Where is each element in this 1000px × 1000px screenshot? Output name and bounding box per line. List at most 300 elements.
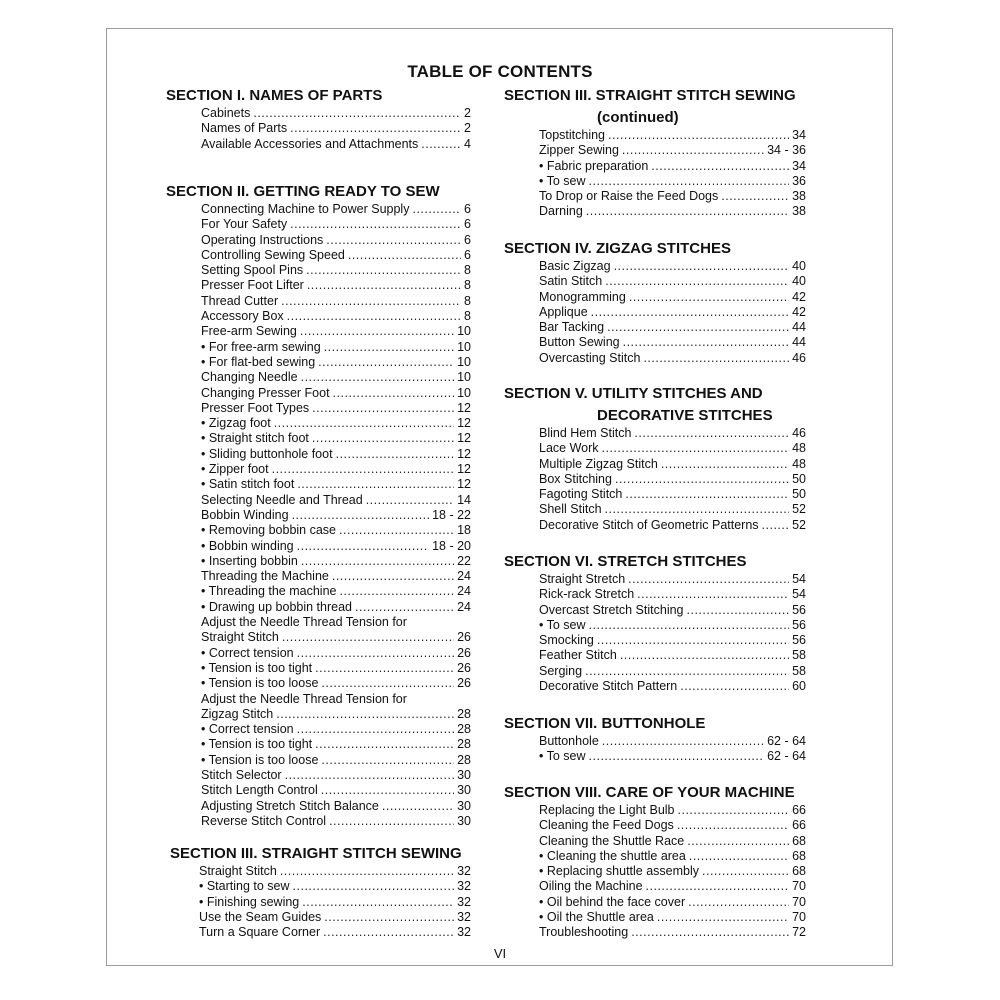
- toc-entry-turn-a-square-corner: [199, 925, 471, 940]
- dot-leader: [680, 679, 789, 694]
- dot-leader: [597, 633, 789, 648]
- dot-leader: [661, 457, 789, 472]
- toc-entry-page: 10: [457, 324, 471, 339]
- toc-entry-cleaning-the-shuttle-race: [539, 834, 806, 849]
- toc-entry-label: For Your Safety: [201, 217, 288, 232]
- toc-entry-label: Names of Parts: [201, 121, 288, 136]
- toc-entry-satin-stitch-foot: [201, 477, 471, 492]
- dot-leader: [348, 248, 461, 263]
- toc-entry-page: 54: [792, 572, 806, 586]
- dot-leader: [687, 603, 790, 618]
- dot-leader: [285, 768, 455, 783]
- toc-entry-label: • Oil the Shuttle area: [539, 910, 654, 925]
- dot-leader: [301, 554, 454, 569]
- dot-leader: [280, 864, 454, 879]
- toc-entry-accessory-box: [201, 309, 471, 324]
- dot-leader: [287, 309, 461, 324]
- toc-entry-darning: [539, 204, 806, 219]
- toc-entry-label: Feather Stitch: [539, 648, 617, 663]
- section-heading: [504, 384, 806, 426]
- toc-entry-starting-to-sew: [199, 879, 471, 894]
- toc-entry-label: • Finishing sewing: [199, 894, 300, 909]
- toc-entry-label: • Starting to sew: [199, 879, 290, 894]
- toc-entry-label: • Tension is too loose: [201, 676, 319, 691]
- toc-entry-label: • To sew: [539, 173, 586, 188]
- toc-entry-label: Turn a Square Corner: [199, 925, 321, 940]
- dot-leader: [355, 600, 454, 615]
- dot-leader: [274, 416, 454, 431]
- toc-entry-replacing-shuttle-assembly: [539, 864, 806, 879]
- section-heading-text: SECTION IV. ZIGZAG STITCHES: [504, 240, 731, 257]
- dot-leader: [272, 462, 454, 477]
- toc-entry-page: 48: [792, 441, 806, 456]
- section-heading-line2: DECORATIVE STITCHES: [597, 407, 773, 424]
- toc-entry-fabric-preparation: [539, 159, 806, 174]
- section-heading-text: SECTION II. GETTING READY TO SEW: [166, 183, 440, 200]
- toc-entry-page: 60: [792, 679, 806, 694]
- toc-entry-page: 28: [457, 737, 471, 752]
- dot-leader: [329, 814, 454, 829]
- toc-entry-tension-is-too-tight: [201, 661, 471, 676]
- toc-entry-changing-presser-foot: [201, 386, 471, 401]
- toc-entry-label: Buttonhole: [539, 734, 599, 748]
- toc-entry-page: 40: [792, 274, 806, 289]
- dot-leader: [290, 217, 461, 232]
- toc-entry-page: 42: [792, 289, 806, 304]
- section-heading: [166, 844, 471, 864]
- page-title: TABLE OF CONTENTS: [407, 62, 593, 81]
- toc-entry-label: • Zigzag foot: [201, 416, 271, 431]
- toc-entry-page: 22: [457, 553, 471, 568]
- toc-entry-label: Setting Spool Pins: [201, 263, 304, 278]
- toc-entry-label: • For free-arm sewing: [201, 339, 321, 354]
- toc-entry-page: 12: [457, 400, 471, 415]
- toc-entry-label: Applique: [539, 304, 588, 319]
- toc-entry-label: Decorative Stitch of Geometric Patterns: [539, 517, 759, 532]
- toc-entry-label: Reverse Stitch Control: [201, 813, 327, 828]
- toc-entry-tension-is-too-tight: [201, 737, 471, 752]
- toc-entry-label: Controlling Sewing Speed: [201, 247, 345, 262]
- dot-leader: [366, 493, 454, 508]
- toc-entry-page: 34 - 36: [767, 143, 806, 158]
- toc-entry-page: 12: [457, 446, 471, 461]
- page-number: VI: [493, 946, 507, 961]
- toc-entry-topstitching: [539, 128, 806, 143]
- dot-leader: [321, 676, 454, 691]
- toc-entry-fagoting-stitch: [539, 487, 806, 502]
- dot-leader: [421, 137, 461, 152]
- toc-entry-page: 4: [464, 136, 471, 151]
- toc-entry-label: • Cleaning the shuttle area: [539, 848, 686, 863]
- toc-entry-page: 30: [457, 813, 471, 828]
- toc-entry-list: [504, 128, 806, 220]
- toc-entry-page: 44: [792, 320, 806, 335]
- dot-leader: [321, 783, 454, 798]
- toc-entry-page: 26: [457, 630, 471, 645]
- dot-leader: [586, 204, 789, 219]
- section-heading: [166, 86, 471, 106]
- toc-entry-page: 38: [792, 189, 806, 204]
- toc-entry-list: [504, 572, 806, 694]
- toc-entry-page: 12: [457, 416, 471, 431]
- dot-leader: [607, 320, 789, 335]
- dot-leader: [292, 508, 430, 523]
- toc-entry-label: Blind Hem Stitch: [539, 426, 632, 440]
- toc-entry-page: 66: [792, 803, 806, 817]
- toc-entry-page: 56: [792, 602, 806, 617]
- toc-entry-label: Shell Stitch: [539, 502, 602, 517]
- dot-leader: [336, 447, 455, 462]
- dot-leader: [602, 441, 790, 456]
- toc-entry-label: • Replacing shuttle assembly: [539, 864, 700, 879]
- toc-entry-page: 44: [792, 335, 806, 350]
- dot-leader: [290, 121, 461, 136]
- toc-entry-free-arm-sewing: [201, 324, 471, 339]
- toc-entry-label: • Drawing up bobbin thread: [201, 599, 353, 614]
- dot-leader: [646, 879, 790, 894]
- toc-entry-page: 6: [464, 202, 471, 216]
- toc-entry-label: To Drop or Raise the Feed Dogs: [539, 189, 719, 204]
- toc-entry-label: • Bobbin winding: [201, 538, 294, 553]
- toc-entry-label: • Zipper foot: [201, 462, 269, 477]
- toc-entry-page: 28: [457, 706, 471, 721]
- toc-entry-correct-tension: [201, 722, 471, 737]
- toc-entry-page: 10: [457, 339, 471, 354]
- toc-entry-overcasting-stitch: [539, 351, 806, 366]
- toc-entry-page: 42: [792, 304, 806, 319]
- toc-entry-page: 52: [792, 502, 806, 517]
- dot-leader: [281, 294, 461, 309]
- dot-leader: [623, 335, 789, 350]
- toc-entry-label: Selecting Needle and Thread: [201, 492, 363, 507]
- toc-entry-label: • Inserting bobbin: [201, 553, 298, 568]
- toc-entry-label: Presser Foot Types: [201, 400, 310, 415]
- section-heading-text: SECTION VIII. CARE OF YOUR MACHINE: [504, 784, 795, 801]
- toc-entry-multiple-zigzag-stitch: [539, 457, 806, 472]
- toc-entry-cabinets: [201, 106, 471, 121]
- toc-entry-label: Replacing the Light Bulb: [539, 803, 675, 817]
- toc-entry-page: 26: [457, 660, 471, 675]
- toc-entry-zipper-sewing: [539, 143, 806, 158]
- toc-entry-label: Thread Cutter: [201, 293, 279, 308]
- dot-leader: [312, 431, 454, 446]
- toc-entry-buttonhole: [539, 734, 806, 749]
- toc-entry-straight-stitch-foot: [201, 431, 471, 446]
- toc-entry-page: 68: [792, 833, 806, 848]
- section-heading-text: SECTION I. NAMES OF PARTS: [166, 87, 383, 104]
- toc-entry-shell-stitch: [539, 502, 806, 517]
- toc-entry-label: Overcast Stretch Stitching: [539, 602, 684, 617]
- toc-entry-label: Available Accessories and Attachments: [201, 136, 419, 151]
- toc-entry-label: • To sew: [539, 749, 586, 764]
- toc-entry-page: 12: [457, 431, 471, 446]
- toc-entry-list: [166, 864, 471, 940]
- toc-entry-straight-stitch: [199, 864, 471, 879]
- toc-entry-label: Cleaning the Feed Dogs: [539, 818, 674, 833]
- toc-entry-reverse-stitch-control: [201, 814, 471, 829]
- dot-leader: [321, 753, 454, 768]
- toc-entry-label: Overcasting Stitch: [539, 350, 641, 365]
- toc-entry-list: [166, 106, 471, 152]
- toc-entry-label: • Tension is too tight: [201, 737, 313, 752]
- toc-entry-list: [504, 734, 806, 765]
- toc-entry-label: Cabinets: [201, 106, 251, 120]
- dot-leader: [253, 106, 461, 121]
- toc-entry-label: Straight Stretch: [539, 572, 626, 586]
- toc-entry-page: 10: [457, 354, 471, 369]
- dot-leader: [318, 355, 454, 370]
- toc-entry-page: 32: [457, 864, 471, 878]
- toc-entry-page: 70: [792, 879, 806, 894]
- dot-leader: [382, 799, 454, 814]
- toc-section: [504, 86, 806, 220]
- dot-leader: [333, 386, 455, 401]
- toc-entry-finishing-sewing: [199, 895, 471, 910]
- toc-entry-page: 56: [792, 633, 806, 648]
- toc-entry-page: 6: [464, 232, 471, 247]
- toc-entry-label: Zigzag Stitch: [201, 706, 274, 721]
- toc-entry-adjust-the-needle-thread-tension-for: [201, 615, 471, 630]
- dot-leader: [589, 174, 790, 189]
- dot-leader: [605, 274, 789, 289]
- toc-entry-changing-needle: [201, 370, 471, 385]
- toc-entry-page: 8: [464, 278, 471, 293]
- dot-leader: [762, 518, 790, 533]
- toc-entry-list: [504, 426, 806, 533]
- toc-entry-page: 6: [464, 217, 471, 232]
- toc-entry-stitch-length-control: [201, 783, 471, 798]
- toc-entry-page: 72: [792, 925, 806, 940]
- toc-entry-stitch-selector: [201, 768, 471, 783]
- toc-entry-label: Button Sewing: [539, 335, 620, 350]
- toc-entry-label: Decorative Stitch Pattern: [539, 679, 678, 694]
- toc-entry-decorative-stitch-pattern: [539, 679, 806, 694]
- toc-entry-threading-the-machine: [201, 569, 471, 584]
- toc-entry-page: 40: [792, 259, 806, 273]
- toc-entry-applique: [539, 305, 806, 320]
- dot-leader: [307, 278, 461, 293]
- toc-entry-adjusting-stretch-stitch-balance: [201, 799, 471, 814]
- toc-entry-page: 56: [792, 617, 806, 632]
- dot-leader: [657, 910, 789, 925]
- dot-leader: [589, 618, 790, 633]
- toc-entry-page: 8: [464, 309, 471, 324]
- toc-entry-page: 30: [457, 767, 471, 782]
- toc-entry-label: Smocking: [539, 633, 594, 648]
- toc-entry-lace-work: [539, 441, 806, 456]
- toc-entry-page: 14: [457, 492, 471, 507]
- toc-entry-page: 12: [457, 462, 471, 477]
- toc-entry-label: Adjust the Needle Thread Tension for: [201, 615, 407, 630]
- toc-entry-page: 46: [792, 350, 806, 365]
- toc-entry-page: 28: [457, 722, 471, 737]
- dot-leader: [677, 818, 789, 833]
- toc-entry-page: 18: [457, 523, 471, 538]
- dot-leader: [315, 737, 454, 752]
- toc-entry-page: 10: [457, 370, 471, 385]
- toc-entry-label: Connecting Machine to Power Supply: [201, 202, 410, 216]
- toc-entry-page: 70: [792, 894, 806, 909]
- toc-entry-for-your-safety: [201, 217, 471, 232]
- toc-entry-label: • Oil behind the face cover: [539, 894, 686, 909]
- toc-entry-page: 6: [464, 247, 471, 262]
- toc-entry-label: Use the Seam Guides: [199, 909, 322, 924]
- dot-leader: [637, 587, 789, 602]
- dot-leader: [306, 263, 461, 278]
- toc-entry-label: Accessory Box: [201, 309, 284, 324]
- toc-entry-label: • Correct tension: [201, 645, 294, 660]
- toc-entry-basic-zigzag: [539, 259, 806, 274]
- toc-entry-thread-cutter: [201, 294, 471, 309]
- toc-entry-operating-instructions: [201, 233, 471, 248]
- dot-leader: [689, 849, 789, 864]
- toc-entry-tension-is-too-loose: [201, 676, 471, 691]
- dot-leader: [643, 351, 789, 366]
- toc-entry-page: 26: [457, 676, 471, 691]
- toc-entry-presser-foot-types: [201, 401, 471, 416]
- toc-entry-page: 2: [464, 106, 471, 120]
- dot-leader: [625, 487, 789, 502]
- toc-entry-label: Fagoting Stitch: [539, 487, 623, 502]
- section-heading: [504, 714, 806, 734]
- toc-entry-label: Cleaning the Shuttle Race: [539, 833, 685, 848]
- toc-entry-cleaning-the-shuttle-area: [539, 849, 806, 864]
- toc-entry-page: 36: [792, 173, 806, 188]
- section-heading-text: SECTION III. STRAIGHT STITCH SEWING: [170, 845, 462, 862]
- toc-entry-label: Zipper Sewing: [539, 143, 619, 158]
- toc-entry-list: [504, 259, 806, 366]
- dot-leader: [276, 707, 454, 722]
- dot-leader: [591, 305, 789, 320]
- toc-entry-label: • For flat-bed sewing: [201, 354, 316, 369]
- toc-entry-label: Topstitching: [539, 128, 606, 142]
- toc-entry-page: 38: [792, 204, 806, 219]
- dot-leader: [605, 502, 790, 517]
- toc-entry-page: 8: [464, 263, 471, 278]
- dot-leader: [687, 834, 789, 849]
- toc-entry-page: 32: [457, 879, 471, 894]
- toc-entry-label: Stitch Selector: [201, 767, 282, 782]
- toc-entry-label: Bobbin Winding: [201, 507, 289, 522]
- dot-leader: [326, 233, 461, 248]
- toc-entry-available-accessories-and-attachments: [201, 137, 471, 152]
- toc-entry-label: Oiling the Machine: [539, 879, 643, 894]
- section-heading: [504, 783, 806, 803]
- toc-entry-box-stitching: [539, 472, 806, 487]
- toc-entry-label: • Correct tension: [201, 722, 294, 737]
- dot-leader: [412, 202, 461, 217]
- toc-entry-inserting-bobbin: [201, 554, 471, 569]
- toc-entry-label: Threading the Machine: [201, 569, 329, 584]
- toc-entry-page: 58: [792, 663, 806, 678]
- toc-section: [166, 844, 471, 940]
- toc-entry-feather-stitch: [539, 648, 806, 663]
- dot-leader: [339, 523, 454, 538]
- dot-leader: [615, 472, 789, 487]
- section-heading: [504, 552, 806, 572]
- toc-entry-page: 50: [792, 471, 806, 486]
- toc-entry-sliding-buttonhole-foot: [201, 447, 471, 462]
- toc-entry-page: 52: [792, 517, 806, 532]
- toc-entry-label: Darning: [539, 204, 583, 219]
- dot-leader: [301, 370, 454, 385]
- toc-entry-controlling-sewing-speed: [201, 248, 471, 263]
- toc-entry-label: Stitch Length Control: [201, 783, 318, 798]
- toc-entry-overcast-stretch-stitching: [539, 603, 806, 618]
- section-heading: [166, 182, 471, 202]
- toc-entry-label: Monogramming: [539, 289, 626, 304]
- toc-entry-adjust-the-needle-thread-tension-for: [201, 692, 471, 707]
- toc-entry-label: Bar Tacking: [539, 320, 605, 335]
- dot-leader: [293, 879, 455, 894]
- toc-entry-list: [504, 803, 806, 941]
- toc-entry-label: Adjust the Needle Thread Tension for: [201, 691, 407, 706]
- toc-entry-page: 66: [792, 818, 806, 833]
- toc-entry-label: • Satin stitch foot: [201, 477, 295, 492]
- dot-leader: [634, 426, 789, 441]
- toc-entry-oil-behind-the-face-cover: [539, 895, 806, 910]
- section-heading-text: SECTION V. UTILITY STITCHES AND: [504, 385, 763, 402]
- toc-entry-to-sew: [539, 174, 806, 189]
- toc-entry-to-sew: [539, 749, 806, 764]
- toc-entry-threading-the-machine: [201, 584, 471, 599]
- toc-entry-page: 18 - 22: [432, 507, 471, 522]
- toc-entry-for-free-arm-sewing: [201, 340, 471, 355]
- toc-section: [166, 86, 471, 152]
- toc-entry-label: Basic Zigzag: [539, 259, 611, 273]
- section-heading-text: SECTION VI. STRETCH STITCHES: [504, 553, 747, 570]
- toc-entry-zipper-foot: [201, 462, 471, 477]
- dot-leader: [628, 572, 789, 587]
- toc-entry-label: Operating Instructions: [201, 232, 324, 247]
- dot-leader: [651, 159, 789, 174]
- dot-leader: [629, 290, 789, 305]
- toc-entry-oil-the-shuttle-area: [539, 910, 806, 925]
- toc-entry-zigzag-foot: [201, 416, 471, 431]
- dot-leader: [688, 895, 789, 910]
- toc-entry-for-flat-bed-sewing: [201, 355, 471, 370]
- toc-entry-page: 58: [792, 648, 806, 663]
- toc-entry-label: Adjusting Stretch Stitch Balance: [201, 798, 379, 813]
- toc-entry-page: 68: [792, 848, 806, 863]
- toc-entry-label: Straight Stitch: [199, 864, 277, 878]
- toc-entry-list: [166, 202, 471, 829]
- dot-leader: [300, 324, 454, 339]
- toc-entry-correct-tension: [201, 646, 471, 661]
- dot-leader: [721, 189, 789, 204]
- toc-entry-label: Lace Work: [539, 441, 599, 456]
- dot-leader: [678, 803, 790, 818]
- dot-leader: [315, 661, 454, 676]
- toc-entry-straight-stretch: [539, 572, 806, 587]
- toc-entry-page: 30: [457, 783, 471, 798]
- toc-entry-page: 46: [792, 426, 806, 440]
- toc-entry-replacing-the-light-bulb: [539, 803, 806, 818]
- toc-entry-label: Serging: [539, 663, 583, 678]
- toc-entry-page: 62 - 64: [767, 734, 806, 748]
- toc-entry-cleaning-the-feed-dogs: [539, 818, 806, 833]
- toc-entry-label: • Threading the machine: [201, 584, 337, 599]
- toc-entry-page: 34: [792, 128, 806, 142]
- dot-leader: [589, 749, 765, 764]
- toc-entry-button-sewing: [539, 335, 806, 350]
- dot-leader: [602, 734, 764, 749]
- toc-entry-label: • To sew: [539, 617, 586, 632]
- toc-entry-setting-spool-pins: [201, 263, 471, 278]
- toc-entry-label: • Sliding buttonhole foot: [201, 446, 333, 461]
- toc-entry-tension-is-too-loose: [201, 753, 471, 768]
- toc-entry-page: 30: [457, 798, 471, 813]
